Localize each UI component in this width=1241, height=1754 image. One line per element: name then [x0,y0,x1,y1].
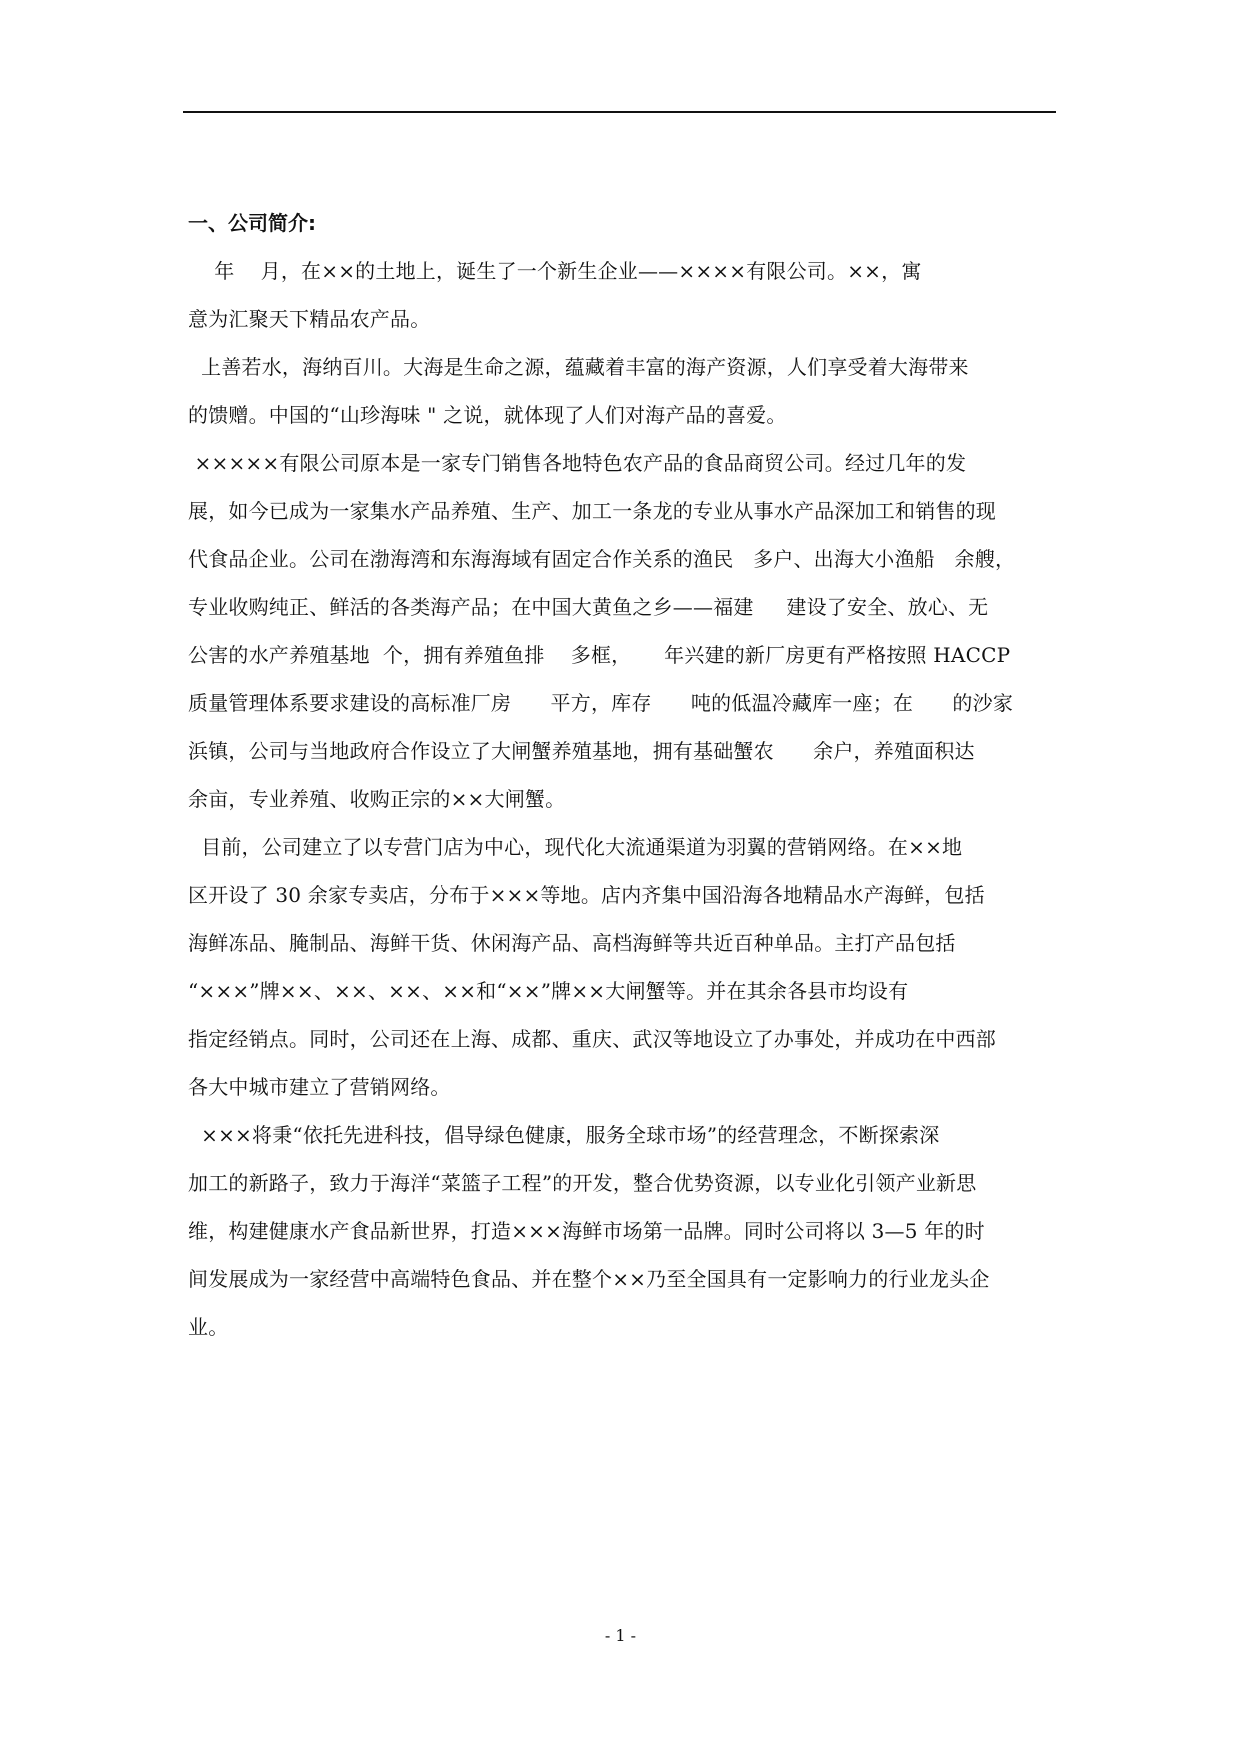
paragraph-4-line-6: 各大中城市建立了营销网络。 [188,1075,451,1099]
paragraph-5-line-4: 间发展成为一家经营中高端特色食品、并在整个××乃至全国具有一定影响力的行业龙头企 [188,1267,990,1291]
header-rule [183,111,1056,113]
paragraph-1-line-1: 年 月，在××的土地上，诞生了一个新生企业——××××有限公司。××，寓 [188,259,922,283]
page-number: - 1 - [604,1626,637,1645]
paragraph-4-line-4: “×××”牌××、××、××、××和“××”牌××大闸蟹等。并在其余各县市均设有 [188,979,909,1003]
paragraph-3-line-8: 余亩，专业养殖、收购正宗的××大闸蟹。 [188,787,566,811]
paragraph-5-line-2: 加工的新路子，致力于海洋“菜篮子工程”的开发，整合优势资源，以专业化引领产业新思 [188,1171,977,1195]
paragraph-4-line-3: 海鲜冻品、腌制品、海鲜干货、休闲海产品、高档海鲜等共近百种单品。主打产品包括 [188,931,956,955]
paragraph-3-line-1: ×××××有限公司原本是一家专门销售各地特色农产品的食品商贸公司。经过几年的发 [188,451,967,475]
paragraph-1-line-2: 意为汇聚天下精品农产品。 [188,307,431,331]
paragraph-5-line-1: ×××将秉“依托先进科技，倡导绿色健康，服务全球市场”的经营理念，不断探索深 [188,1123,940,1147]
paragraph-3-line-4: 专业收购纯正、鲜活的各类海产品；在中国大黄鱼之乡——福建 建设了安全、放心、无 [188,595,989,619]
paragraph-2-line-1: 上善若水，海纳百川。大海是生命之源，蕴藏着丰富的海产资源，人们享受着大海带来 [188,355,969,379]
paragraph-5-line-5: 业。 [188,1315,229,1339]
paragraph-3-line-5: 公害的水产养殖基地 个，拥有养殖鱼排 多框， 年兴建的新厂房更有严格按照 HACCP [188,643,1011,667]
paragraph-3-line-2: 展，如今已成为一家集水产品养殖、生产、加工一条龙的专业从事水产品深加工和销售的现 [188,499,996,523]
section-heading: 一、公司简介: [188,211,316,235]
paragraph-4-line-5: 指定经销点。同时，公司还在上海、成都、重庆、武汉等地设立了办事处，并成功在中西部 [188,1027,996,1051]
paragraph-5-line-3: 维，构建健康水产食品新世界，打造×××海鲜市场第一品牌。同时公司将以 3—5 年的时 [188,1219,985,1243]
paragraph-4-line-2: 区开设了 30 余家专卖店，分布于×××等地。店内齐集中国沿海各地精品水产海鲜，包括 [188,883,985,907]
paragraph-3-line-3: 代食品企业。公司在渤海湾和东海海域有固定合作关系的渔民 多户、出海大小渔船 余艘， [188,547,1016,571]
paragraph-3-line-7: 浜镇，公司与当地政府合作设立了大闸蟹养殖基地，拥有基础蟹农 余户，养殖面积达 [188,739,975,763]
paragraph-4-line-1: 目前，公司建立了以专营门店为中心，现代化大流通渠道为羽翼的营销网络。在××地 [188,835,963,859]
paragraph-2-line-2: 的馈赠。中国的“山珍海味 " 之说，就体现了人们对海产品的喜爱。 [188,403,787,427]
paragraph-3-line-6: 质量管理体系要求建设的高标准厂房 平方，库存 吨的低温冷藏库一座；在 的沙家 [188,691,1014,715]
